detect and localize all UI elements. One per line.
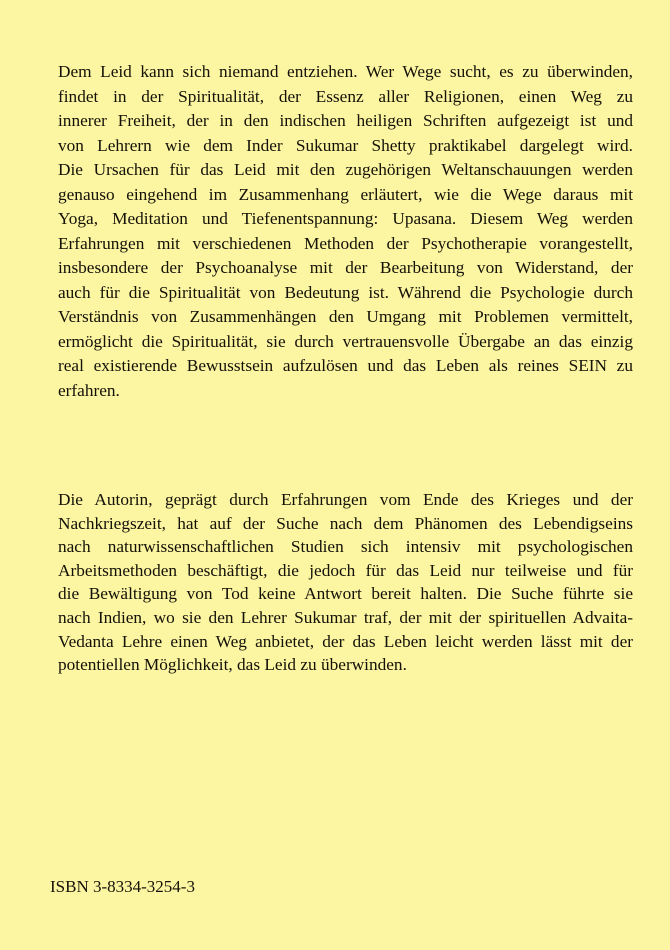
text-line: die Bewältigung von Tod keine Antwort bereit halten. Die Suche führte sie	[58, 584, 633, 604]
text-line: nach naturwissenschaftlichen Studien sich intensiv mit psychologischen	[58, 537, 633, 557]
text-line: erfahren.	[58, 380, 120, 400]
text-line: ermöglicht die Spiritualität, sie durch vertrauensvolle Übergabe an das einzig	[58, 331, 633, 351]
description-paragraph	[58, 60, 633, 403]
text-line: auch für die Spiritualität von Bedeutung ist. Während die Psychologie durch	[58, 282, 633, 302]
text-line: Arbeitsmethoden beschäftigt, die jedoch für das Leid nur teilweise und für	[58, 560, 633, 580]
text-line: innerer Freiheit, der in den indischen heiligen Schriften aufgezeigt ist und	[58, 111, 633, 130]
text-line: Vedanta Lehre einen Weg anbietet, der das Leben leicht werden lässt mit der	[58, 631, 633, 651]
text-line: findet in der Spiritualität, der Essenz aller Religionen, einen Weg zu	[58, 86, 633, 106]
text-line: von Lehrern wie dem Inder Sukumar Shetty praktikabel dargelegt wird.	[58, 135, 633, 155]
text-line: Verständnis von Zusammenhängen den Umgang mit Problemen vermittelt,	[58, 307, 633, 326]
text-line: insbesondere der Psychoanalyse mit der Bearbeitung von Widerstand, der	[58, 258, 633, 277]
author-paragraph	[58, 488, 633, 677]
text-line: potentiellen Möglichkeit, das Leid zu überwinden.	[58, 655, 407, 675]
text-line: Die Ursachen für das Leid mit den zugehörigen Weltanschauungen werden	[58, 160, 633, 179]
text-line: real existierende Bewusstsein aufzulösen und das Leben als reines SEIN zu	[58, 356, 633, 375]
text-line: nach Indien, wo sie den Lehrer Sukumar traf, der mit der spirituellen Advaita-	[58, 607, 633, 627]
text-line: Yoga, Meditation und Tiefenentspannung: Upasana. Diesem Weg werden	[58, 209, 633, 228]
text-line: Erfahrungen mit verschiedenen Methoden der Psychotherapie vorangestellt,	[58, 233, 633, 253]
text-line: Dem Leid kann sich niemand entziehen. Wer Wege sucht, es zu überwinden,	[58, 62, 633, 81]
text-line: Nachkriegszeit, hat auf der Suche nach dem Phänomen des Lebendigseins	[58, 513, 633, 533]
text-line: genauso eingehend im Zusammenhang erläutert, wie die Wege daraus mit	[58, 184, 633, 204]
isbn-number: ISBN 3-8334-3254-3	[50, 877, 195, 896]
text-line: Die Autorin, geprägt durch Erfahrungen vom Ende des Krieges und der	[58, 490, 633, 509]
